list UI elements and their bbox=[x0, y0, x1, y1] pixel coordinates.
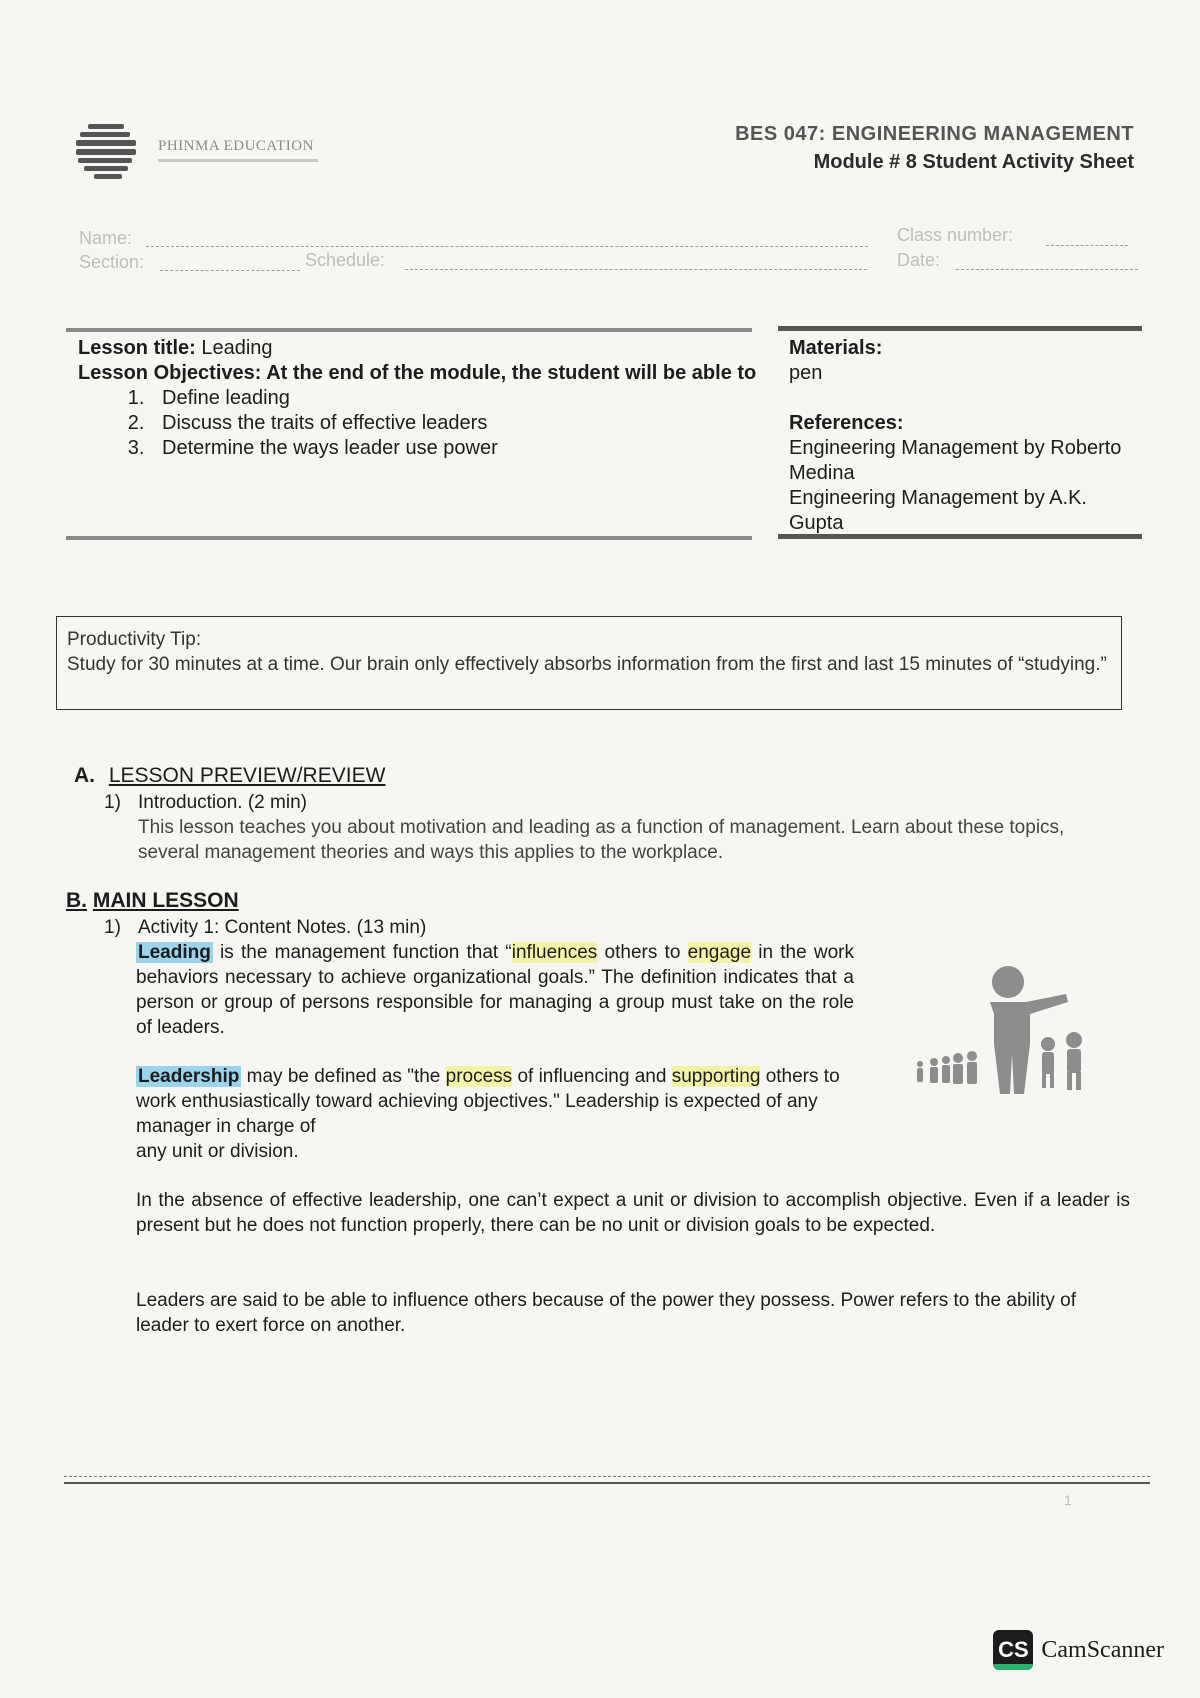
objectives-list bbox=[78, 386, 758, 461]
section-b-title: MAIN LESSON bbox=[92, 889, 239, 912]
lesson-title: Leading bbox=[201, 337, 273, 359]
document-header bbox=[735, 120, 1134, 176]
schedule-field-line[interactable] bbox=[405, 269, 867, 270]
leading-paragraph: Leading is the management function that “influences others to engage in the work behaviors necessary to achieve organizational goals.” The definition indicates that a person or group of persons responsible for managing a group must take on the role of leaders. bbox=[136, 942, 854, 1038]
term-leadership: Leadership bbox=[138, 1066, 240, 1087]
objective-item: 3. Determine the ways leader use power bbox=[150, 436, 758, 461]
highlight-process: process bbox=[445, 1066, 513, 1087]
lesson-info bbox=[78, 336, 758, 461]
leadership-paragraph: Leadership may be defined as "the process of influencing and supporting others to work enthusiastically toward achieving objectives." Leadership is expected of any manager in charge of any unit or division. bbox=[136, 1066, 840, 1162]
section-a-letter: A. bbox=[74, 764, 95, 787]
logo-text: PHINMA EDUCATION bbox=[158, 138, 314, 154]
highlight-supporting: supporting bbox=[671, 1066, 761, 1087]
logo-subtitle-bar bbox=[158, 159, 318, 162]
highlight-engage: engage bbox=[687, 942, 752, 963]
leader-illustration-icon bbox=[890, 960, 1110, 1100]
power-paragraph: Leaders are said to be able to influence others because of the power they possess. Power refers to the ability of leader to exert force on another. bbox=[136, 1290, 1076, 1336]
reference-item: Engineering Management by Roberto Medina bbox=[789, 437, 1122, 484]
lesson-title-row bbox=[78, 336, 758, 361]
objective-item: 2. Discuss the traits of effective leaders bbox=[150, 411, 758, 436]
section-b-heading bbox=[66, 889, 239, 913]
schedule-label: Schedule: bbox=[305, 250, 386, 270]
highlight-influences: influences bbox=[511, 942, 598, 963]
footer-rule-dashed bbox=[64, 1476, 1150, 1477]
section-a-item-text: This lesson teaches you about motivation and leading as a function of management. Learn about these topics, several management theories and ways this applies to the workplace. bbox=[138, 817, 1065, 863]
phinma-logo-icon bbox=[74, 118, 154, 198]
course-title: BES 047: ENGINEERING MANAGEMENT bbox=[735, 123, 1134, 145]
objective-item: 1. Define leading bbox=[150, 386, 758, 411]
name-label: Name: bbox=[79, 228, 133, 248]
school-logo bbox=[74, 118, 334, 198]
materials-panel bbox=[789, 336, 1129, 536]
lesson-objectives-intro: At the end of the module, the student will be able to bbox=[266, 362, 757, 384]
section-b-item-title: Activity 1: Content Notes. (13 min) bbox=[138, 917, 427, 938]
lesson-box-top-rule bbox=[66, 328, 752, 332]
module-title: Module # 8 Student Activity Sheet bbox=[813, 151, 1134, 173]
section-a-title: LESSON PREVIEW/REVIEW bbox=[108, 764, 386, 787]
lesson-objectives-label: Lesson Objectives: bbox=[78, 362, 262, 384]
camscanner-logo-icon: CS bbox=[993, 1630, 1033, 1670]
footer-rule bbox=[64, 1482, 1150, 1484]
term-leading: Leading bbox=[138, 942, 211, 963]
absence-paragraph: In the absence of effective leadership, one can’t expect a unit or division to accomplish objective. Even if a leader is present but he does not function properly, there can be no unit or division goals to be expected. bbox=[136, 1190, 1130, 1236]
productivity-tip-box bbox=[56, 616, 1122, 710]
tip-text: Study for 30 minutes at a time. Our brain only effectively absorbs information from the first and last 15 minutes of “studying.” bbox=[67, 654, 1107, 675]
reference-item: Engineering Management by A.K. Gupta bbox=[789, 487, 1087, 534]
materials-box-top-rule bbox=[778, 326, 1142, 331]
section-b-item-num: 1) bbox=[104, 917, 121, 938]
references-label: References: bbox=[789, 412, 904, 434]
section-label: Section: bbox=[79, 252, 145, 272]
section-b-letter: B. bbox=[66, 889, 87, 912]
tip-label: Productivity Tip: bbox=[67, 629, 202, 650]
camscanner-text: CamScanner bbox=[1041, 1636, 1164, 1663]
class-number-label: Class number: bbox=[897, 225, 1014, 245]
date-label: Date: bbox=[897, 250, 941, 270]
camscanner-watermark bbox=[993, 1630, 1164, 1670]
class-number-field-line[interactable] bbox=[1046, 245, 1128, 246]
lesson-box-bottom-rule bbox=[66, 536, 752, 540]
materials-label: Materials: bbox=[789, 337, 883, 359]
section-a-heading bbox=[74, 764, 385, 788]
section-field-line[interactable] bbox=[160, 270, 300, 271]
section-a-item-num: 1) bbox=[104, 792, 121, 813]
materials-value: pen bbox=[789, 362, 823, 384]
date-field-line[interactable] bbox=[956, 269, 1138, 270]
page-number: 1 bbox=[1064, 1492, 1072, 1508]
section-a-item-title: Introduction. (2 min) bbox=[138, 792, 307, 813]
lesson-title-label: Lesson title: bbox=[78, 337, 196, 359]
name-field-line[interactable] bbox=[146, 246, 868, 247]
lesson-objectives-row bbox=[78, 361, 758, 386]
